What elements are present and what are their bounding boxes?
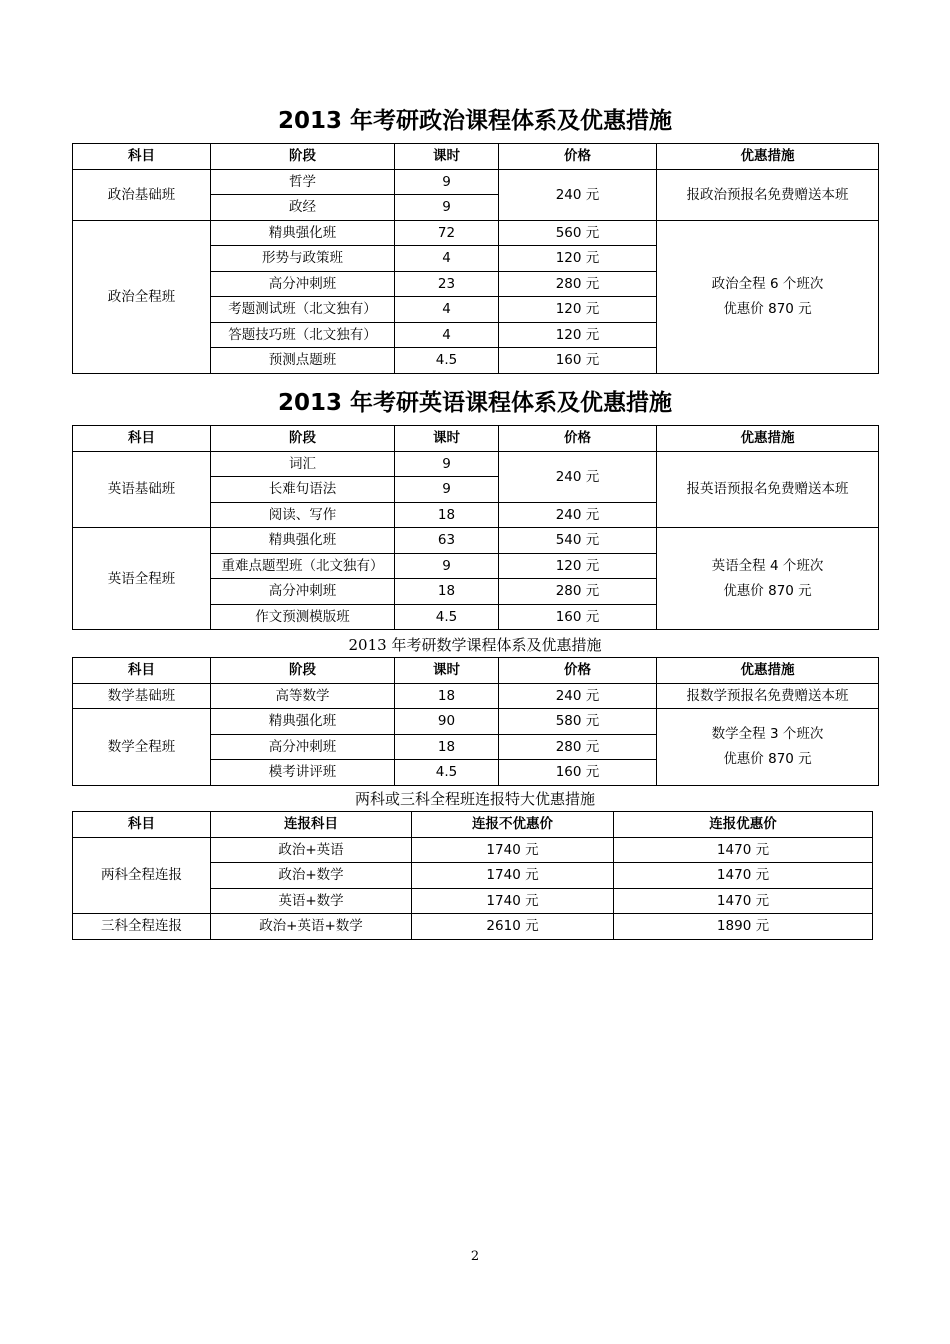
hours-cell: 18 [395, 579, 499, 605]
regular-price-cell: 1740 元 [412, 837, 614, 863]
hours-cell: 4.5 [395, 604, 499, 630]
regular-price-cell: 1740 元 [412, 888, 614, 914]
stage-cell: 作文预测模版班 [211, 604, 395, 630]
hours-cell: 4 [395, 322, 499, 348]
price-cell: 160 元 [499, 604, 657, 630]
price-cell: 280 元 [499, 271, 657, 297]
offer-cell [657, 220, 879, 373]
table-row [73, 837, 873, 863]
stage-cell: 精典强化班 [211, 220, 395, 246]
price-cell: 120 元 [499, 246, 657, 272]
hours-cell: 4.5 [395, 348, 499, 374]
table-row [73, 914, 873, 940]
offer-cell [657, 709, 879, 786]
header-hours: 课时 [395, 144, 499, 170]
subject-cell: 政治全程班 [73, 220, 211, 373]
header-hours: 课时 [395, 426, 499, 452]
page-number: 2 [470, 1249, 480, 1264]
header-hours: 课时 [395, 658, 499, 684]
stage-cell: 预测点题班 [211, 348, 395, 374]
price-cell: 240 元 [499, 451, 657, 502]
stage-cell: 重难点题型班（北文独有） [211, 553, 395, 579]
table-row [73, 528, 879, 554]
regular-price-cell: 1740 元 [412, 863, 614, 889]
header-discount-price: 连报优惠价 [614, 812, 873, 838]
offer-line: 优惠价 870 元 [723, 301, 812, 317]
offer-cell: 报英语预报名免费赠送本班 [657, 451, 879, 528]
stage-cell: 答题技巧班（北文独有） [211, 322, 395, 348]
subject-cell: 英语全程班 [73, 528, 211, 630]
price-cell: 240 元 [499, 683, 657, 709]
regular-price-cell: 2610 元 [412, 914, 614, 940]
header-price: 价格 [499, 426, 657, 452]
math-table [72, 657, 879, 786]
table-row [73, 451, 879, 477]
hours-cell: 18 [395, 734, 499, 760]
header-price: 价格 [499, 144, 657, 170]
offer-cell: 报政治预报名免费赠送本班 [657, 169, 879, 220]
header-offer: 优惠措施 [657, 658, 879, 684]
price-cell: 540 元 [499, 528, 657, 554]
subject-cell: 政治基础班 [73, 169, 211, 220]
hours-cell: 63 [395, 528, 499, 554]
table-header-row [73, 426, 879, 452]
stage-cell: 精典强化班 [211, 528, 395, 554]
stage-cell: 政经 [211, 195, 395, 221]
price-cell: 160 元 [499, 348, 657, 374]
hours-cell: 4 [395, 246, 499, 272]
table-row [73, 709, 879, 735]
stage-cell: 长难句语法 [211, 477, 395, 503]
offer-cell: 报数学预报名免费赠送本班 [657, 683, 879, 709]
table-header-row [73, 144, 879, 170]
hours-cell: 9 [395, 477, 499, 503]
hours-cell: 23 [395, 271, 499, 297]
discount-price-cell: 1470 元 [614, 837, 873, 863]
table-header-row [73, 812, 873, 838]
stage-cell: 考题测试班（北文独有） [211, 297, 395, 323]
table-row [73, 220, 879, 246]
header-subject: 科目 [73, 812, 211, 838]
hours-cell: 9 [395, 451, 499, 477]
math-title: 2013 年考研数学课程体系及优惠措施 [348, 636, 602, 654]
subject-cell: 数学基础班 [73, 683, 211, 709]
combo-title: 两科或三科全程班连报特大优惠措施 [354, 790, 595, 808]
hours-cell: 9 [395, 195, 499, 221]
combo-cell: 政治+英语+数学 [211, 914, 412, 940]
header-price: 价格 [499, 658, 657, 684]
header-subject: 科目 [73, 426, 211, 452]
discount-price-cell: 1470 元 [614, 863, 873, 889]
stage-cell: 词汇 [211, 451, 395, 477]
subject-cell: 数学全程班 [73, 709, 211, 786]
table-row [73, 169, 879, 195]
offer-cell [657, 528, 879, 630]
header-subject: 科目 [73, 658, 211, 684]
hours-cell: 18 [395, 502, 499, 528]
offer-line: 优惠价 870 元 [723, 751, 812, 768]
subject-cell: 三科全程连报 [73, 914, 211, 940]
stage-cell: 形势与政策班 [211, 246, 395, 272]
header-regular-price: 连报不优惠价 [412, 812, 614, 838]
stage-cell: 高等数学 [211, 683, 395, 709]
header-subject: 科目 [73, 144, 211, 170]
header-stage: 阶段 [211, 144, 395, 170]
stage-cell: 精典强化班 [211, 709, 395, 735]
hours-cell: 90 [395, 709, 499, 735]
header-offer: 优惠措施 [657, 144, 879, 170]
english-table [72, 425, 879, 630]
subject-cell: 两科全程连报 [73, 837, 211, 914]
politics-title: 2013 年考研政治课程体系及优惠措施 [277, 108, 673, 134]
header-offer: 优惠措施 [657, 426, 879, 452]
price-cell: 120 元 [499, 322, 657, 348]
hours-cell: 9 [395, 553, 499, 579]
stage-cell: 高分冲刺班 [211, 271, 395, 297]
combo-cell: 英语+数学 [211, 888, 412, 914]
hours-cell: 18 [395, 683, 499, 709]
offer-line: 政治全程 6 个班次 [711, 276, 824, 292]
price-cell: 240 元 [499, 169, 657, 220]
price-cell: 280 元 [499, 579, 657, 605]
discount-price-cell: 1470 元 [614, 888, 873, 914]
combo-cell: 政治+英语 [211, 837, 412, 863]
hours-cell: 72 [395, 220, 499, 246]
header-stage: 阶段 [211, 426, 395, 452]
stage-cell: 阅读、写作 [211, 502, 395, 528]
offer-line: 优惠价 870 元 [723, 583, 812, 599]
combo-cell: 政治+数学 [211, 863, 412, 889]
subject-cell: 英语基础班 [73, 451, 211, 528]
price-cell: 120 元 [499, 297, 657, 323]
price-cell: 160 元 [499, 760, 657, 786]
price-cell: 560 元 [499, 220, 657, 246]
header-combo: 连报科目 [211, 812, 412, 838]
table-header-row [73, 658, 879, 684]
price-cell: 280 元 [499, 734, 657, 760]
discount-price-cell: 1890 元 [614, 914, 873, 940]
hours-cell: 4.5 [395, 760, 499, 786]
price-cell: 240 元 [499, 502, 657, 528]
stage-cell: 哲学 [211, 169, 395, 195]
table-row [73, 683, 879, 709]
price-cell: 580 元 [499, 709, 657, 735]
offer-line: 英语全程 4 个班次 [711, 558, 824, 574]
offer-line: 数学全程 3 个班次 [711, 726, 824, 743]
combo-table [72, 811, 873, 940]
english-title: 2013 年考研英语课程体系及优惠措施 [277, 390, 673, 416]
stage-cell: 高分冲刺班 [211, 734, 395, 760]
hours-cell: 4 [395, 297, 499, 323]
price-cell: 120 元 [499, 553, 657, 579]
stage-cell: 模考讲评班 [211, 760, 395, 786]
hours-cell: 9 [395, 169, 499, 195]
header-stage: 阶段 [211, 658, 395, 684]
stage-cell: 高分冲刺班 [211, 579, 395, 605]
politics-table [72, 143, 879, 374]
